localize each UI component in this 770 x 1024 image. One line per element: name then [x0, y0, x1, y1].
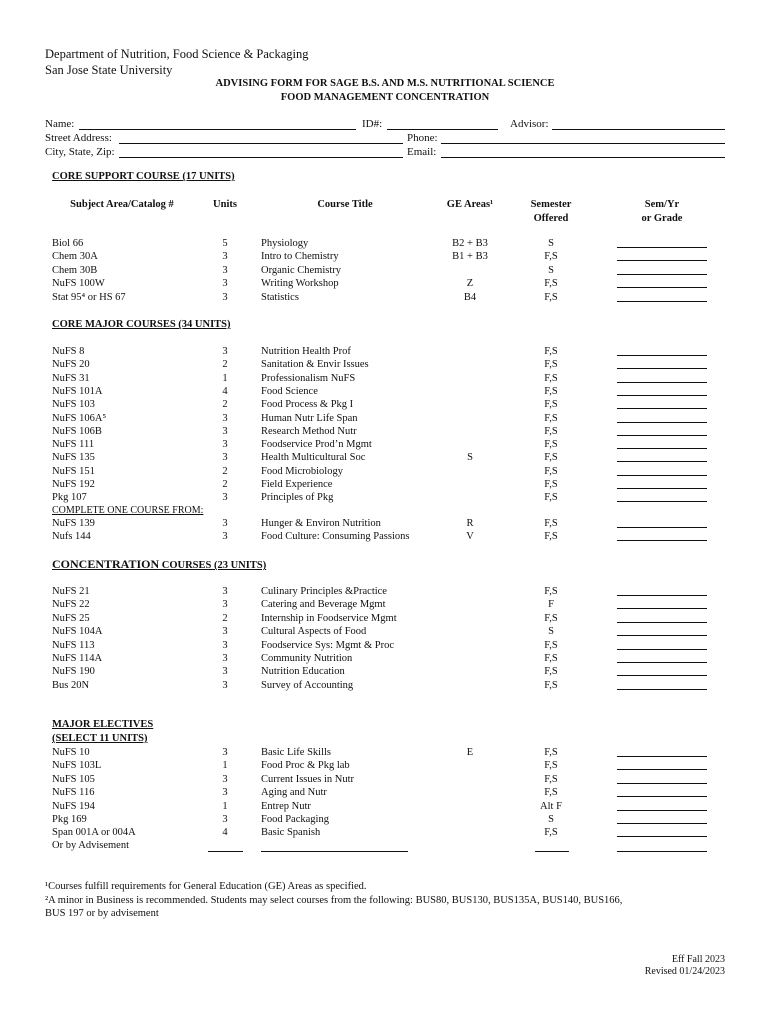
- course-semester: F,S: [544, 278, 558, 290]
- course-catalog: NuFS 101A: [52, 385, 103, 397]
- concentration-heading-big: CONCENTRATION: [52, 557, 160, 571]
- core-major-heading: CORE MAJOR COURSES (34 UNITS): [52, 319, 231, 330]
- course-catalog: NuFS 190: [52, 666, 95, 678]
- course-title: Writing Workshop: [261, 278, 339, 290]
- course-semester: F,S: [544, 666, 558, 678]
- electives-subheading: (SELECT 11 UNITS): [52, 733, 148, 744]
- course-title: Field Experience: [261, 479, 333, 490]
- course-units: 2: [222, 479, 228, 490]
- course-title: Intro to Chemistry: [261, 251, 339, 263]
- grade-field[interactable]: [617, 398, 707, 409]
- course-title: Food Science: [261, 385, 318, 397]
- course-row: [0, 585, 770, 598]
- course-catalog: NuFS 31: [52, 372, 90, 384]
- course-units: 2: [222, 465, 228, 477]
- course-units: 2: [222, 399, 228, 411]
- advisor-field[interactable]: [552, 129, 725, 130]
- course-row: [0, 478, 770, 491]
- effective-date: Eff Fall 2023: [671, 954, 725, 965]
- revision-info: [645, 954, 725, 978]
- course-catalog: NuFS 25: [52, 612, 90, 624]
- course-row: [0, 652, 770, 665]
- advisement-units-field[interactable]: [208, 851, 243, 852]
- course-semester: F,S: [544, 291, 558, 303]
- grade-field[interactable]: [617, 478, 707, 489]
- col-semester-line2: Offered: [533, 213, 569, 224]
- course-row: [0, 465, 770, 478]
- course-row: [0, 237, 770, 250]
- col-grade-line1: Sem/Yr: [644, 199, 680, 210]
- grade-field[interactable]: [617, 425, 707, 436]
- grade-field[interactable]: [617, 277, 707, 288]
- course-title: Hunger & Environ Nutrition: [261, 518, 381, 529]
- concentration-heading: [52, 557, 266, 572]
- course-catalog: NuFS 135: [52, 452, 95, 464]
- street-label: Street Address:: [45, 132, 112, 144]
- grade-field[interactable]: [617, 786, 707, 797]
- course-semester: F,S: [544, 452, 558, 464]
- course-ge-area: V: [466, 531, 474, 543]
- course-semester: F,S: [544, 787, 558, 799]
- course-catalog: NuFS 20: [52, 359, 90, 371]
- course-row: [0, 250, 770, 263]
- street-field[interactable]: [119, 143, 403, 144]
- footnote-minor: ²A minor in Business is recommended. Students may select courses from the following: BUS80, BUS130, BUS135A, BUS140, BUS166,: [45, 895, 623, 906]
- course-row: [0, 530, 770, 543]
- course-title: Cultural Aspects of Food: [261, 626, 367, 638]
- course-semester: S: [548, 238, 554, 249]
- course-catalog: NuFS 21: [52, 586, 90, 597]
- course-ge-area: S: [467, 452, 473, 464]
- form-subtitle: FOOD MANAGEMENT CONCENTRATION: [280, 92, 490, 103]
- course-catalog: NuFS 192: [52, 479, 95, 490]
- course-row: [0, 612, 770, 625]
- course-catalog: Biol 66: [52, 238, 84, 249]
- grade-field[interactable]: [617, 451, 707, 462]
- course-units: 3: [222, 814, 228, 825]
- revised-date: Revised 01/24/2023: [644, 966, 725, 977]
- course-catalog: Chem 30A: [52, 251, 98, 263]
- course-title: Physiology: [261, 238, 309, 249]
- course-title: Statistics: [261, 291, 299, 303]
- course-row: [0, 639, 770, 652]
- course-semester: F: [548, 599, 554, 611]
- course-row: [0, 372, 770, 385]
- col-grade-line2: or Grade: [641, 213, 683, 224]
- course-row: [0, 759, 770, 772]
- course-title: Catering and Beverage Mgmt: [261, 599, 386, 611]
- course-title: Community Nutrition: [261, 653, 353, 664]
- grade-field[interactable]: [617, 665, 707, 676]
- course-catalog: NuFS 22: [52, 599, 90, 611]
- advisement-grade-field[interactable]: [617, 851, 707, 852]
- email-label: Email:: [407, 146, 437, 158]
- footnote-ge: ¹Courses fulfill requirements for General Education (GE) Areas as specified.: [45, 881, 367, 892]
- course-catalog: NuFS 103L: [52, 760, 102, 772]
- course-catalog: NuFS 106A⁵: [52, 412, 107, 424]
- course-title: Entrep Nutr: [261, 800, 311, 812]
- course-units: 2: [222, 612, 228, 624]
- grade-field[interactable]: [617, 264, 707, 275]
- grade-field[interactable]: [617, 746, 707, 757]
- col-semester-header: [515, 198, 587, 226]
- footnote-minor-cont: BUS 197 or by advisement: [45, 908, 159, 919]
- course-semester: F,S: [544, 492, 558, 504]
- course-catalog: Chem 30B: [52, 264, 98, 276]
- course-title: Foodservice Sys: Mgmt & Proc: [261, 639, 394, 651]
- course-ge-area: B4: [463, 291, 477, 303]
- core-support-heading: CORE SUPPORT COURSE (17 UNITS): [52, 171, 235, 182]
- grade-field[interactable]: [617, 585, 707, 596]
- course-semester: F,S: [544, 747, 558, 758]
- course-units: 3: [222, 425, 228, 437]
- course-units: 3: [222, 747, 228, 758]
- course-semester: F,S: [544, 372, 558, 384]
- course-row: [0, 491, 770, 504]
- course-semester: F,S: [544, 827, 558, 839]
- department-line: Department of Nutrition, Food Science & Packaging: [45, 47, 309, 61]
- course-row: [0, 438, 770, 451]
- course-units: 3: [222, 773, 228, 785]
- course-title: Professionalism NuFS: [261, 372, 356, 384]
- course-units: 3: [222, 531, 228, 543]
- course-row: [0, 412, 770, 425]
- email-field[interactable]: [441, 157, 725, 158]
- course-semester: F,S: [544, 251, 558, 263]
- grade-field[interactable]: [617, 345, 707, 356]
- course-units: 3: [222, 666, 228, 678]
- course-catalog: NuFS 113: [52, 639, 95, 651]
- course-semester: F,S: [544, 653, 558, 664]
- course-row: [0, 746, 770, 759]
- col-grade-header: [622, 198, 702, 226]
- course-title: Food Process & Pkg I: [261, 399, 354, 411]
- course-units: 3: [222, 492, 228, 504]
- name-field[interactable]: [79, 129, 356, 130]
- electives-heading: MAJOR ELECTIVES: [52, 719, 154, 730]
- course-semester: F,S: [544, 425, 558, 437]
- course-catalog: NuFS 103: [52, 399, 95, 411]
- advisement-semester-field[interactable]: [535, 851, 569, 852]
- course-units: 1: [222, 760, 228, 772]
- course-semester: S: [548, 264, 554, 276]
- id-label: ID#:: [362, 118, 383, 130]
- course-units: 3: [222, 346, 228, 357]
- course-catalog: NuFS 139: [52, 518, 95, 529]
- advisement-title-field[interactable]: [261, 851, 408, 852]
- course-title: Food Packaging: [261, 814, 329, 825]
- course-title: Nutrition Education: [261, 666, 345, 678]
- course-row: [0, 277, 770, 290]
- course-units: 1: [222, 372, 228, 384]
- city-label: City, State, Zip:: [45, 146, 115, 158]
- course-ge-area: B1 + B3: [452, 251, 488, 263]
- course-semester: F,S: [544, 479, 558, 490]
- course-title: Health Multicultural Soc: [261, 452, 366, 464]
- course-units: 3: [222, 518, 228, 529]
- course-semester: F,S: [544, 385, 558, 397]
- course-units: 3: [222, 653, 228, 664]
- course-catalog: Nufs 144: [52, 531, 91, 543]
- course-title: Food Microbiology: [261, 465, 343, 477]
- col-title-header: Course Title: [317, 199, 373, 210]
- course-units: 3: [222, 787, 228, 799]
- grade-field[interactable]: [617, 639, 707, 650]
- grade-field[interactable]: [617, 517, 707, 528]
- course-units: 3: [222, 586, 228, 597]
- course-row: [0, 517, 770, 530]
- course-catalog: NuFS 116: [52, 787, 95, 799]
- course-semester: F,S: [544, 679, 558, 691]
- course-catalog: NuFS 100W: [52, 278, 105, 290]
- course-row: [0, 813, 770, 826]
- course-ge-area: B2 + B3: [452, 238, 488, 249]
- course-title: Foodservice Prod’n Mgmt: [261, 439, 372, 451]
- grade-field[interactable]: [617, 358, 707, 369]
- grade-field[interactable]: [617, 412, 707, 423]
- course-title: Current Issues in Nutr: [261, 773, 355, 785]
- grade-field[interactable]: [617, 237, 707, 248]
- course-title: Research Method Nutr: [261, 425, 357, 437]
- course-title: Culinary Principles &Practice: [261, 586, 387, 597]
- course-catalog: NuFS 114A: [52, 653, 103, 664]
- course-units: 5: [222, 238, 228, 249]
- course-ge-area: Z: [466, 278, 474, 290]
- course-units: 2: [222, 359, 228, 371]
- course-catalog: NuFS 111: [52, 439, 95, 451]
- course-row: [0, 800, 770, 813]
- course-semester: F,S: [544, 760, 558, 772]
- course-row: [0, 291, 770, 304]
- grade-field[interactable]: [617, 679, 707, 690]
- course-ge-area: E: [466, 747, 474, 758]
- course-title: Human Nutr Life Span: [261, 412, 358, 424]
- course-row: [0, 398, 770, 411]
- course-semester: F,S: [544, 531, 558, 543]
- grade-field[interactable]: [617, 438, 707, 449]
- grade-field[interactable]: [617, 800, 707, 811]
- course-semester: F,S: [544, 586, 558, 597]
- course-catalog: NuFS 106B: [52, 425, 102, 437]
- course-units: 3: [222, 251, 228, 263]
- course-title: Basic Spanish: [261, 827, 321, 839]
- course-title: Principles of Pkg: [261, 492, 334, 504]
- course-row: [0, 451, 770, 464]
- complete-one-label: COMPLETE ONE COURSE FROM:: [52, 505, 204, 516]
- course-units: 3: [222, 626, 228, 638]
- course-title: Basic Life Skills: [261, 747, 331, 758]
- course-units: 3: [222, 599, 228, 611]
- grade-field[interactable]: [617, 826, 707, 837]
- grade-field[interactable]: [617, 813, 707, 824]
- course-row: [0, 786, 770, 799]
- course-semester: F,S: [544, 639, 558, 651]
- course-semester: F,S: [544, 399, 558, 411]
- course-row: [0, 826, 770, 839]
- col-units-header: Units: [213, 199, 237, 210]
- course-catalog: NuFS 104A: [52, 626, 103, 638]
- course-semester: F,S: [544, 439, 558, 451]
- grade-field[interactable]: [617, 465, 707, 476]
- course-title: Survey of Accounting: [261, 679, 354, 691]
- course-title: Internship in Foodservice Mgmt: [261, 612, 397, 624]
- course-title: Nutrition Health Prof: [261, 346, 351, 357]
- course-semester: F,S: [544, 518, 558, 529]
- col-semester-line1: Semester: [530, 199, 572, 210]
- grade-field[interactable]: [617, 773, 707, 784]
- course-catalog: NuFS 151: [52, 465, 95, 477]
- course-catalog: NuFS 105: [52, 773, 95, 785]
- grade-field[interactable]: [617, 612, 707, 623]
- course-units: 3: [222, 264, 228, 276]
- course-row: [0, 264, 770, 277]
- concentration-heading-rest: COURSES (23 UNITS): [159, 560, 267, 571]
- course-ge-area: R: [466, 518, 474, 529]
- grade-field[interactable]: [617, 652, 707, 663]
- grade-field[interactable]: [617, 250, 707, 261]
- course-title: Food Proc & Pkg lab: [261, 760, 350, 772]
- grade-field[interactable]: [617, 291, 707, 302]
- course-catalog: NuFS 8: [52, 346, 85, 357]
- course-semester: Alt F: [540, 800, 562, 812]
- course-catalog: Pkg 169: [52, 814, 87, 825]
- course-catalog: Span 001A or 004A: [52, 827, 136, 839]
- course-semester: S: [548, 814, 554, 825]
- grade-field[interactable]: [617, 491, 707, 502]
- course-catalog: Stat 95⁴ or HS 67: [52, 291, 126, 303]
- course-row: [0, 625, 770, 638]
- grade-field[interactable]: [617, 372, 707, 383]
- course-row: [0, 425, 770, 438]
- grade-field[interactable]: [617, 598, 707, 609]
- course-units: 3: [222, 679, 228, 691]
- course-row: [0, 665, 770, 678]
- course-units: 1: [222, 800, 228, 812]
- course-title: Organic Chemistry: [261, 264, 342, 276]
- advisor-label: Advisor:: [510, 118, 549, 130]
- grade-field[interactable]: [617, 385, 707, 396]
- id-field[interactable]: [387, 129, 498, 130]
- grade-field[interactable]: [617, 759, 707, 770]
- phone-label: Phone:: [407, 132, 438, 144]
- course-title: Food Culture: Consuming Passions: [261, 531, 410, 543]
- course-semester: F,S: [544, 773, 558, 785]
- col-subject-header: Subject Area/Catalog #: [70, 199, 174, 210]
- course-units: 3: [222, 439, 228, 451]
- course-row: [0, 679, 770, 692]
- course-semester: F,S: [544, 612, 558, 624]
- course-semester: F,S: [544, 359, 558, 371]
- course-units: 4: [222, 827, 228, 839]
- course-title: Sanitation & Envir Issues: [261, 359, 369, 371]
- course-catalog: Pkg 107: [52, 492, 87, 504]
- grade-field[interactable]: [617, 625, 707, 636]
- course-semester: F,S: [544, 465, 558, 477]
- col-ge-header: GE Areas¹: [446, 199, 494, 210]
- course-row: [0, 385, 770, 398]
- course-units: 4: [222, 385, 228, 397]
- form-title: ADVISING FORM FOR SAGE B.S. AND M.S. NUTRITIONAL SCIENCE: [215, 78, 555, 89]
- course-row: [0, 358, 770, 371]
- course-catalog: Bus 20N: [52, 679, 90, 691]
- course-units: 3: [222, 452, 228, 464]
- course-units: 3: [222, 278, 228, 290]
- advisement-label: Or by Advisement: [52, 840, 129, 851]
- course-catalog: NuFS 10: [52, 747, 90, 758]
- course-row: [0, 345, 770, 358]
- course-semester: S: [548, 626, 554, 638]
- course-row: [0, 773, 770, 786]
- grade-field[interactable]: [617, 530, 707, 541]
- course-row: [0, 598, 770, 611]
- name-label: Name:: [45, 118, 75, 130]
- course-units: 3: [222, 291, 228, 303]
- university-line: San Jose State University: [45, 63, 173, 77]
- course-catalog: NuFS 194: [52, 800, 95, 812]
- course-units: 3: [222, 412, 228, 424]
- city-field[interactable]: [119, 157, 403, 158]
- department-name: [45, 46, 308, 78]
- course-semester: F,S: [544, 412, 558, 424]
- course-semester: F,S: [544, 346, 558, 357]
- phone-field[interactable]: [441, 143, 725, 144]
- course-units: 3: [222, 639, 228, 651]
- course-title: Aging and Nutr: [261, 787, 327, 799]
